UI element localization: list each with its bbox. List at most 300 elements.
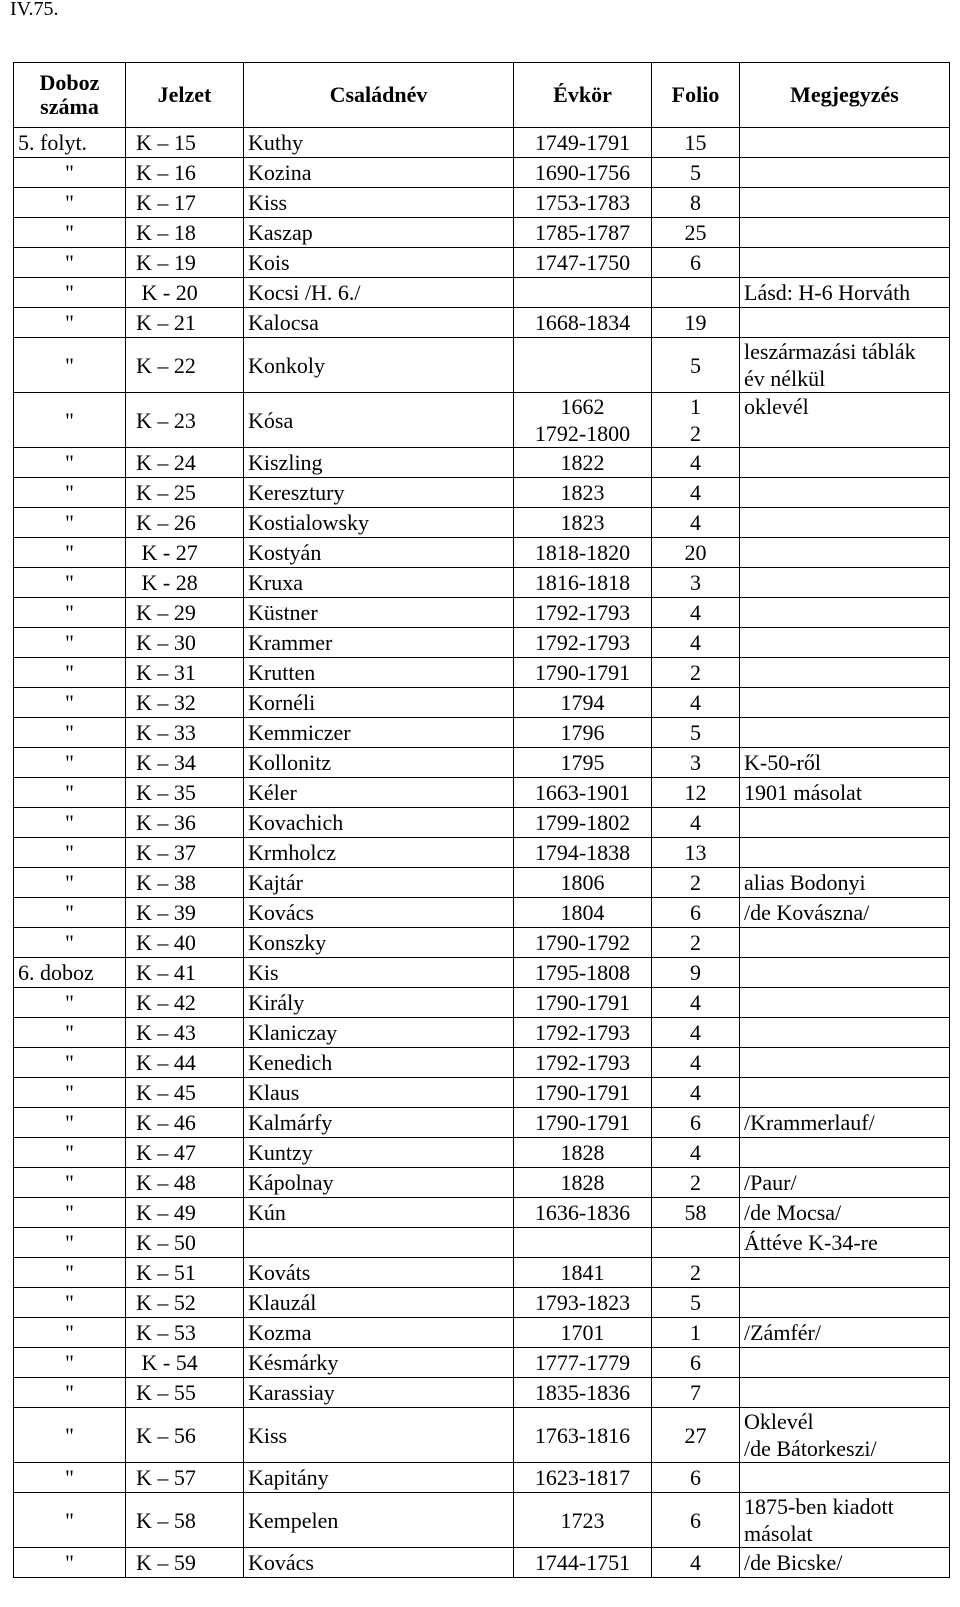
cell-signature: K – 26 bbox=[126, 508, 244, 538]
table-row bbox=[14, 748, 950, 778]
cell-box-number: " bbox=[14, 508, 126, 538]
cell-folio: 4 bbox=[652, 1018, 740, 1048]
cell-box-number: " bbox=[14, 338, 126, 393]
cell-family-name: Kajtár bbox=[244, 868, 514, 898]
table-row bbox=[14, 1463, 950, 1493]
cell-signature: K – 56 bbox=[126, 1408, 244, 1463]
cell-folio: 4 bbox=[652, 598, 740, 628]
cell-family-name: Kósa bbox=[244, 393, 514, 448]
cell-family-name: Kocsi /H. 6./ bbox=[244, 278, 514, 308]
cell-folio: 4 bbox=[652, 808, 740, 838]
cell-years: 1823 bbox=[514, 508, 652, 538]
cell-folio: 6 bbox=[652, 248, 740, 278]
cell-family-name: Kozina bbox=[244, 158, 514, 188]
cell-years: 1749-1791 bbox=[514, 128, 652, 158]
cell-signature: K – 35 bbox=[126, 778, 244, 808]
years-line2: 1792-1800 bbox=[534, 421, 631, 446]
cell-note bbox=[740, 158, 950, 188]
cell-years: 1806 bbox=[514, 868, 652, 898]
cell-years: 1818-1820 bbox=[514, 538, 652, 568]
table-row bbox=[14, 128, 950, 158]
cell-folio bbox=[652, 393, 740, 448]
cell-note bbox=[740, 1408, 950, 1463]
table-row bbox=[14, 1018, 950, 1048]
cell-note bbox=[740, 808, 950, 838]
cell-folio: 3 bbox=[652, 748, 740, 778]
cell-folio: 2 bbox=[652, 1258, 740, 1288]
table-row bbox=[14, 278, 950, 308]
cell-box-number: " bbox=[14, 158, 126, 188]
cell-years: 1753-1783 bbox=[514, 188, 652, 218]
table-row bbox=[14, 988, 950, 1018]
note-line2: másolat bbox=[744, 1521, 813, 1546]
cell-family-name: Kollonitz bbox=[244, 748, 514, 778]
cell-box-number: " bbox=[14, 898, 126, 928]
cell-family-name: Kalocsa bbox=[244, 308, 514, 338]
cell-folio: 1 bbox=[652, 1318, 740, 1348]
cell-note bbox=[740, 568, 950, 598]
cell-signature: K – 15 bbox=[126, 128, 244, 158]
cell-folio bbox=[652, 1228, 740, 1258]
cell-years: 1796 bbox=[514, 718, 652, 748]
cell-years: 1794 bbox=[514, 688, 652, 718]
cell-signature: K – 50 bbox=[126, 1228, 244, 1258]
note-line1: leszármazási táblák bbox=[744, 339, 916, 364]
cell-note bbox=[740, 718, 950, 748]
cell-years bbox=[514, 1228, 652, 1258]
cell-note bbox=[740, 448, 950, 478]
table-row bbox=[14, 1378, 950, 1408]
cell-box-number: " bbox=[14, 1168, 126, 1198]
cell-box-number: " bbox=[14, 1018, 126, 1048]
cell-box-number: " bbox=[14, 808, 126, 838]
table-row bbox=[14, 308, 950, 338]
header-box-line2: száma bbox=[40, 94, 99, 119]
cell-years: 1790-1791 bbox=[514, 658, 652, 688]
cell-box-number: " bbox=[14, 1198, 126, 1228]
cell-signature: K – 22 bbox=[126, 338, 244, 393]
cell-years: 1828 bbox=[514, 1168, 652, 1198]
cell-note: alias Bodonyi bbox=[740, 868, 950, 898]
cell-box-number: " bbox=[14, 1548, 126, 1578]
cell-folio: 25 bbox=[652, 218, 740, 248]
cell-box-number: " bbox=[14, 188, 126, 218]
cell-note bbox=[740, 928, 950, 958]
table-row bbox=[14, 218, 950, 248]
cell-box-number: " bbox=[14, 988, 126, 1018]
cell-years bbox=[514, 338, 652, 393]
cell-family-name: Kiszling bbox=[244, 448, 514, 478]
cell-box-number: " bbox=[14, 1108, 126, 1138]
cell-note bbox=[740, 1493, 950, 1548]
cell-family-name: Kuntzy bbox=[244, 1138, 514, 1168]
header-signature: Jelzet bbox=[126, 63, 244, 128]
cell-note: Áttéve K-34-re bbox=[740, 1228, 950, 1258]
cell-note bbox=[740, 218, 950, 248]
cell-family-name: Konszky bbox=[244, 928, 514, 958]
cell-folio: 20 bbox=[652, 538, 740, 568]
table-body bbox=[14, 128, 950, 1578]
cell-box-number: " bbox=[14, 1228, 126, 1258]
cell-folio: 4 bbox=[652, 628, 740, 658]
cell-box-number: " bbox=[14, 218, 126, 248]
cell-folio: 58 bbox=[652, 1198, 740, 1228]
table-row bbox=[14, 928, 950, 958]
cell-note: /de Mocsa/ bbox=[740, 1198, 950, 1228]
table-row bbox=[14, 508, 950, 538]
cell-years bbox=[514, 278, 652, 308]
cell-folio: 4 bbox=[652, 508, 740, 538]
cell-note bbox=[740, 1048, 950, 1078]
cell-folio: 5 bbox=[652, 1288, 740, 1318]
header-row bbox=[14, 63, 950, 128]
cell-note bbox=[740, 538, 950, 568]
cell-signature: K – 21 bbox=[126, 308, 244, 338]
cell-signature: K – 58 bbox=[126, 1493, 244, 1548]
page-reference: IV.75. bbox=[10, 0, 59, 20]
table-row bbox=[14, 393, 950, 448]
cell-signature: K – 36 bbox=[126, 808, 244, 838]
cell-signature: K – 49 bbox=[126, 1198, 244, 1228]
cell-years: 1792-1793 bbox=[514, 1048, 652, 1078]
cell-years: 1690-1756 bbox=[514, 158, 652, 188]
table-row bbox=[14, 248, 950, 278]
cell-years: 1763-1816 bbox=[514, 1408, 652, 1463]
header-years: Évkör bbox=[514, 63, 652, 128]
cell-family-name: Kéler bbox=[244, 778, 514, 808]
cell-years: 1723 bbox=[514, 1493, 652, 1548]
cell-folio bbox=[652, 278, 740, 308]
cell-note bbox=[740, 128, 950, 158]
cell-signature: K – 18 bbox=[126, 218, 244, 248]
cell-box-number: " bbox=[14, 718, 126, 748]
cell-years: 1804 bbox=[514, 898, 652, 928]
table-row bbox=[14, 1288, 950, 1318]
cell-family-name: Klaniczay bbox=[244, 1018, 514, 1048]
cell-years: 1701 bbox=[514, 1318, 652, 1348]
cell-box-number: " bbox=[14, 1288, 126, 1318]
cell-family-name: Kuthy bbox=[244, 128, 514, 158]
note-line2: /de Bátorkeszi/ bbox=[744, 1436, 877, 1461]
table-row bbox=[14, 1198, 950, 1228]
table-row bbox=[14, 1408, 950, 1463]
cell-family-name: Király bbox=[244, 988, 514, 1018]
cell-note bbox=[740, 188, 950, 218]
cell-folio: 2 bbox=[652, 1168, 740, 1198]
cell-box-number: " bbox=[14, 1138, 126, 1168]
cell-signature: K – 52 bbox=[126, 1288, 244, 1318]
cell-signature: K – 48 bbox=[126, 1168, 244, 1198]
table-row bbox=[14, 778, 950, 808]
cell-family-name: Kis bbox=[244, 958, 514, 988]
cell-folio: 4 bbox=[652, 1078, 740, 1108]
table-row bbox=[14, 628, 950, 658]
cell-family-name: Kapitány bbox=[244, 1463, 514, 1493]
cell-years: 1835-1836 bbox=[514, 1378, 652, 1408]
cell-box-number: " bbox=[14, 1348, 126, 1378]
cell-years: 1790-1792 bbox=[514, 928, 652, 958]
cell-signature: K – 59 bbox=[126, 1548, 244, 1578]
cell-family-name: Kovachich bbox=[244, 808, 514, 838]
cell-folio: 6 bbox=[652, 1348, 740, 1378]
cell-note bbox=[740, 1288, 950, 1318]
note-line2: év nélkül bbox=[744, 366, 826, 391]
cell-years: 1623-1817 bbox=[514, 1463, 652, 1493]
note-line1: 1875-ben kiadott bbox=[744, 1494, 894, 1519]
cell-box-number: " bbox=[14, 1463, 126, 1493]
table-row bbox=[14, 1138, 950, 1168]
cell-folio: 4 bbox=[652, 1048, 740, 1078]
cell-note bbox=[740, 838, 950, 868]
cell-years: 1799-1802 bbox=[514, 808, 652, 838]
cell-family-name: Kornéli bbox=[244, 688, 514, 718]
header-family-name: Családnév bbox=[244, 63, 514, 128]
cell-box-number: " bbox=[14, 1408, 126, 1463]
cell-family-name: Kápolnay bbox=[244, 1168, 514, 1198]
cell-signature: K – 39 bbox=[126, 898, 244, 928]
cell-note: 1901 másolat bbox=[740, 778, 950, 808]
table-row bbox=[14, 898, 950, 928]
cell-years: 1792-1793 bbox=[514, 1018, 652, 1048]
cell-years: 1816-1818 bbox=[514, 568, 652, 598]
cell-box-number: " bbox=[14, 568, 126, 598]
cell-family-name: Küstner bbox=[244, 598, 514, 628]
cell-folio: 27 bbox=[652, 1408, 740, 1463]
cell-signature: K - 28 bbox=[126, 568, 244, 598]
cell-signature: K – 24 bbox=[126, 448, 244, 478]
cell-folio: 6 bbox=[652, 1108, 740, 1138]
table-row bbox=[14, 1048, 950, 1078]
cell-box-number: 5. folyt. bbox=[14, 128, 126, 158]
cell-box-number: " bbox=[14, 928, 126, 958]
cell-family-name: Kozma bbox=[244, 1318, 514, 1348]
table-row bbox=[14, 478, 950, 508]
cell-signature: K – 25 bbox=[126, 478, 244, 508]
cell-family-name: Kiss bbox=[244, 188, 514, 218]
table-row bbox=[14, 158, 950, 188]
cell-folio: 6 bbox=[652, 898, 740, 928]
cell-years: 1793-1823 bbox=[514, 1288, 652, 1318]
cell-box-number: " bbox=[14, 838, 126, 868]
cell-box-number: " bbox=[14, 278, 126, 308]
cell-years: 1785-1787 bbox=[514, 218, 652, 248]
cell-years: 1744-1751 bbox=[514, 1548, 652, 1578]
table-row bbox=[14, 1078, 950, 1108]
cell-note bbox=[740, 958, 950, 988]
cell-family-name: Kún bbox=[244, 1198, 514, 1228]
cell-family-name: Kovács bbox=[244, 898, 514, 928]
note-line1: Oklevél bbox=[744, 1409, 814, 1434]
cell-note bbox=[740, 1348, 950, 1378]
cell-box-number: " bbox=[14, 748, 126, 778]
cell-box-number: " bbox=[14, 538, 126, 568]
cell-folio: 4 bbox=[652, 478, 740, 508]
cell-note bbox=[740, 1378, 950, 1408]
header-box-number bbox=[14, 63, 126, 128]
cell-folio: 4 bbox=[652, 1138, 740, 1168]
table-row bbox=[14, 868, 950, 898]
cell-box-number: " bbox=[14, 1318, 126, 1348]
cell-folio: 5 bbox=[652, 718, 740, 748]
table-row bbox=[14, 1228, 950, 1258]
cell-family-name: Kruxa bbox=[244, 568, 514, 598]
table-row bbox=[14, 448, 950, 478]
cell-signature: K - 54 bbox=[126, 1348, 244, 1378]
cell-folio: 6 bbox=[652, 1493, 740, 1548]
cell-signature: K – 46 bbox=[126, 1108, 244, 1138]
cell-years: 1828 bbox=[514, 1138, 652, 1168]
cell-signature: K – 38 bbox=[126, 868, 244, 898]
table-row bbox=[14, 188, 950, 218]
table-row bbox=[14, 958, 950, 988]
cell-years: 1841 bbox=[514, 1258, 652, 1288]
cell-folio: 4 bbox=[652, 988, 740, 1018]
cell-box-number: " bbox=[14, 1048, 126, 1078]
cell-folio: 19 bbox=[652, 308, 740, 338]
cell-folio: 4 bbox=[652, 448, 740, 478]
cell-family-name: Kostialowsky bbox=[244, 508, 514, 538]
cell-folio: 5 bbox=[652, 338, 740, 393]
cell-family-name: Karassiay bbox=[244, 1378, 514, 1408]
cell-box-number: " bbox=[14, 478, 126, 508]
table-row bbox=[14, 338, 950, 393]
cell-family-name: Krmholcz bbox=[244, 838, 514, 868]
table-row bbox=[14, 1548, 950, 1578]
table-row bbox=[14, 1258, 950, 1288]
table-row bbox=[14, 658, 950, 688]
cell-family-name: Krutten bbox=[244, 658, 514, 688]
cell-signature: K – 16 bbox=[126, 158, 244, 188]
cell-family-name bbox=[244, 1228, 514, 1258]
cell-family-name: Keresztury bbox=[244, 478, 514, 508]
table-row bbox=[14, 568, 950, 598]
years-line1: 1662 bbox=[560, 394, 605, 419]
cell-note: /Paur/ bbox=[740, 1168, 950, 1198]
cell-folio: 2 bbox=[652, 868, 740, 898]
header-note: Megjegyzés bbox=[740, 63, 950, 128]
header-box-line1: Doboz bbox=[39, 70, 100, 95]
cell-family-name: Kostyán bbox=[244, 538, 514, 568]
cell-family-name: Konkoly bbox=[244, 338, 514, 393]
table-row bbox=[14, 1108, 950, 1138]
cell-years: 1747-1750 bbox=[514, 248, 652, 278]
cell-family-name: Kováts bbox=[244, 1258, 514, 1288]
cell-signature: K – 32 bbox=[126, 688, 244, 718]
cell-years: 1790-1791 bbox=[514, 1078, 652, 1108]
table-row bbox=[14, 688, 950, 718]
cell-signature: K – 45 bbox=[126, 1078, 244, 1108]
cell-note bbox=[740, 688, 950, 718]
cell-note bbox=[740, 988, 950, 1018]
folio-line1: 1 bbox=[690, 394, 701, 419]
table-row bbox=[14, 1168, 950, 1198]
cell-years: 1823 bbox=[514, 478, 652, 508]
cell-years: 1777-1779 bbox=[514, 1348, 652, 1378]
cell-family-name: Kaszap bbox=[244, 218, 514, 248]
cell-note bbox=[740, 598, 950, 628]
table-row bbox=[14, 598, 950, 628]
cell-folio: 3 bbox=[652, 568, 740, 598]
cell-family-name: Klauzál bbox=[244, 1288, 514, 1318]
cell-signature: K – 57 bbox=[126, 1463, 244, 1493]
cell-signature: K – 29 bbox=[126, 598, 244, 628]
cell-signature: K – 43 bbox=[126, 1018, 244, 1048]
cell-box-number: 6. doboz bbox=[14, 958, 126, 988]
cell-signature: K – 30 bbox=[126, 628, 244, 658]
cell-box-number: " bbox=[14, 1378, 126, 1408]
cell-signature: K – 17 bbox=[126, 188, 244, 218]
cell-folio: 12 bbox=[652, 778, 740, 808]
cell-note bbox=[740, 508, 950, 538]
cell-note bbox=[740, 658, 950, 688]
table-row bbox=[14, 1493, 950, 1548]
cell-family-name: Kovács bbox=[244, 1548, 514, 1578]
cell-signature: K – 55 bbox=[126, 1378, 244, 1408]
cell-note: /de Kovászna/ bbox=[740, 898, 950, 928]
cell-years: 1792-1793 bbox=[514, 598, 652, 628]
cell-folio: 7 bbox=[652, 1378, 740, 1408]
cell-box-number: " bbox=[14, 1493, 126, 1548]
cell-years: 1792-1793 bbox=[514, 628, 652, 658]
header-folio: Folio bbox=[652, 63, 740, 128]
cell-note: Lásd: H-6 Horváth bbox=[740, 278, 950, 308]
cell-signature: K – 44 bbox=[126, 1048, 244, 1078]
cell-years: 1822 bbox=[514, 448, 652, 478]
cell-note bbox=[740, 1078, 950, 1108]
cell-signature: K – 40 bbox=[126, 928, 244, 958]
cell-signature: K – 42 bbox=[126, 988, 244, 1018]
cell-box-number: " bbox=[14, 658, 126, 688]
cell-box-number: " bbox=[14, 448, 126, 478]
cell-family-name: Kemmiczer bbox=[244, 718, 514, 748]
cell-note bbox=[740, 308, 950, 338]
cell-folio: 2 bbox=[652, 928, 740, 958]
cell-years: 1663-1901 bbox=[514, 778, 652, 808]
cell-signature: K – 47 bbox=[126, 1138, 244, 1168]
cell-box-number: " bbox=[14, 1078, 126, 1108]
cell-note: /Krammerlauf/ bbox=[740, 1108, 950, 1138]
cell-signature: K - 27 bbox=[126, 538, 244, 568]
cell-signature: K – 33 bbox=[126, 718, 244, 748]
cell-signature: K – 31 bbox=[126, 658, 244, 688]
cell-folio: 9 bbox=[652, 958, 740, 988]
cell-family-name: Kiss bbox=[244, 1408, 514, 1463]
cell-folio: 2 bbox=[652, 658, 740, 688]
cell-signature: K – 34 bbox=[126, 748, 244, 778]
table-row bbox=[14, 1348, 950, 1378]
cell-years: 1794-1838 bbox=[514, 838, 652, 868]
cell-note bbox=[740, 478, 950, 508]
cell-box-number: " bbox=[14, 628, 126, 658]
cell-family-name: Kempelen bbox=[244, 1493, 514, 1548]
cell-note: /de Bicske/ bbox=[740, 1548, 950, 1578]
cell-box-number: " bbox=[14, 688, 126, 718]
cell-box-number: " bbox=[14, 778, 126, 808]
cell-family-name: Késmárky bbox=[244, 1348, 514, 1378]
cell-box-number: " bbox=[14, 598, 126, 628]
table-row bbox=[14, 1318, 950, 1348]
cell-folio: 6 bbox=[652, 1463, 740, 1493]
table-row bbox=[14, 718, 950, 748]
cell-folio: 8 bbox=[652, 188, 740, 218]
cell-folio: 4 bbox=[652, 688, 740, 718]
table-row bbox=[14, 808, 950, 838]
cell-box-number: " bbox=[14, 1258, 126, 1288]
cell-note bbox=[740, 628, 950, 658]
cell-note bbox=[740, 1258, 950, 1288]
cell-note: K-50-ről bbox=[740, 748, 950, 778]
cell-signature: K - 20 bbox=[126, 278, 244, 308]
